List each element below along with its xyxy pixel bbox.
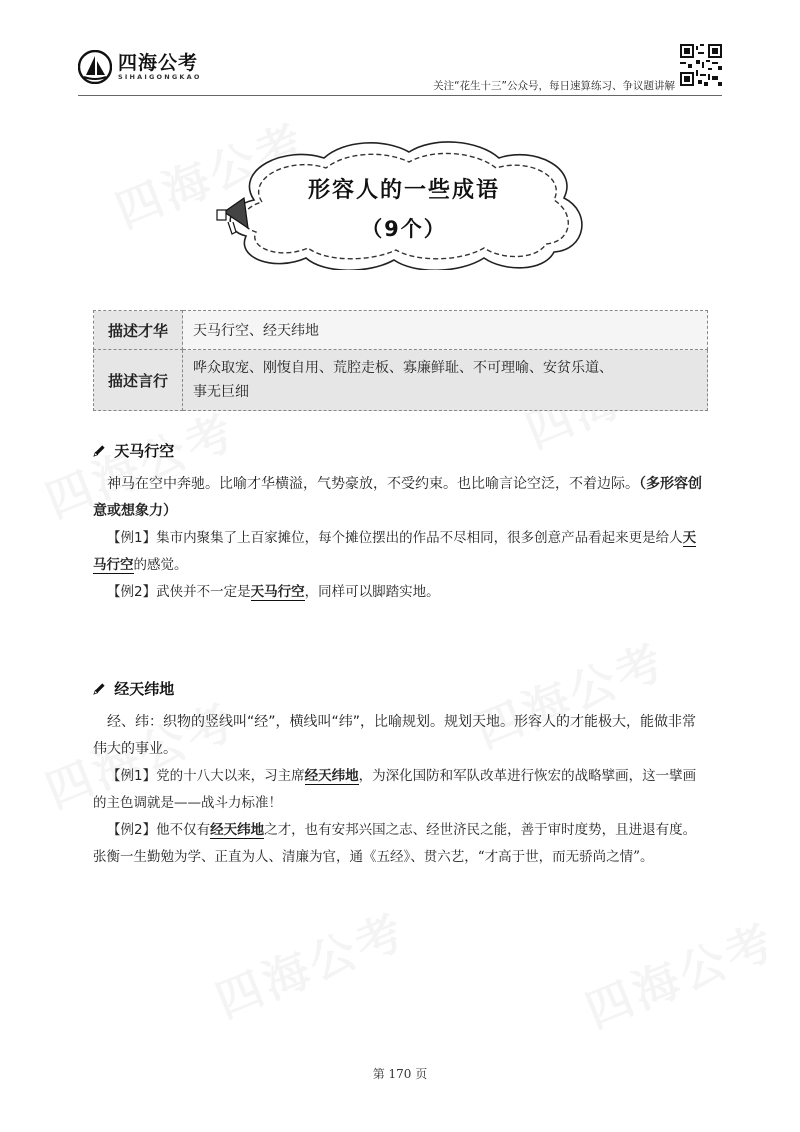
category-table [93,310,708,411]
idiom-entry [93,438,708,606]
idiom-highlight: 经天纬地 [304,768,359,784]
brand-logo [78,50,202,84]
idiom-heading [93,438,708,465]
category-key: 描述言行 [94,350,183,411]
page-subtitle: （9个） [361,217,447,241]
header-note: 关注“花生十三”公众号，每日速算练习、争议题讲解 [433,80,675,92]
logo-subtitle: SIHAIGONGKAO [118,73,202,81]
example-sentence: 【例2】武侠并不一定是天马行空，同样可以脚踏实地。 [107,584,440,600]
table-row [94,350,708,411]
sailboat-logo-icon [78,50,112,84]
watermark [575,905,785,1041]
idiom-heading [93,676,708,703]
pencil-icon [93,682,106,695]
header-divider [78,95,722,96]
logo-name: 四海公考 [118,52,199,74]
example-sentence: 【例1】党的十八大以来，习主席经天纬地，为深化国防和军队改革进行恢宏的战略擘画，这一擘画的主色调就是——战斗力标准！ [93,768,697,811]
example-tag: 【例2】 [107,822,157,838]
title-banner [214,140,594,270]
category-key: 描述才华 [94,311,183,350]
idiom-entry [93,676,708,871]
page-number: 第 170 页 [372,1067,428,1081]
page-title: 形容人的一些成语 [307,178,500,203]
table-row [94,311,708,350]
example-sentence: 【例2】他不仅有经天纬地之才，也有安邦兴国之志、经世济民之能，善于审时度势，且进退有度。张衡一生勤勉为学、正直为人、清廉为官，通《五经》、贯六艺，“才高于世，而无骄尚之情”。 [93,822,697,865]
idiom-title: 天马行空 [114,442,175,460]
category-value-line: 哗众取宠、刚愎自用、荒腔走板、寡廉鲜耻、不可理喻、安贫乐道、 [193,360,613,376]
example-sentence: 【例1】集市内聚集了上百家摊位，每个摊位摆出的作品不尽相同，很多创意产品看起来更是给人天马行空的感觉。 [93,530,697,573]
idiom-definition: 神马在空中奔驰。比喻才华横溢，气势豪放，不受约束。也比喻言论空泛，不着边际。（多形容创意或想象力） [93,476,702,519]
idiom-highlight: 天马行空 [93,530,697,573]
example-tag: 【例1】 [107,768,157,784]
example-tag: 【例2】 [107,584,157,600]
idiom-definition: 经、纬：织物的竖线叫“经”，横线叫“纬”，比喻规划。规划天地。形容人的才能极大，能做非常伟大的事业。 [93,714,697,757]
idiom-title: 经天纬地 [114,680,175,698]
qr-code-icon [680,44,722,86]
idiom-highlight: 经天纬地 [210,822,265,838]
usage-note: （多形容创意或想象力） [93,476,702,519]
example-tag: 【例1】 [107,530,157,546]
category-value-line: 事无巨细 [193,384,249,400]
page-header [0,0,800,100]
idiom-highlight: 天马行空 [250,584,305,600]
pencil-icon [93,444,106,457]
cloud-frame-icon [214,140,594,270]
category-value [183,350,708,411]
watermark [205,895,415,1031]
category-value: 天马行空、经天纬地 [183,311,708,350]
